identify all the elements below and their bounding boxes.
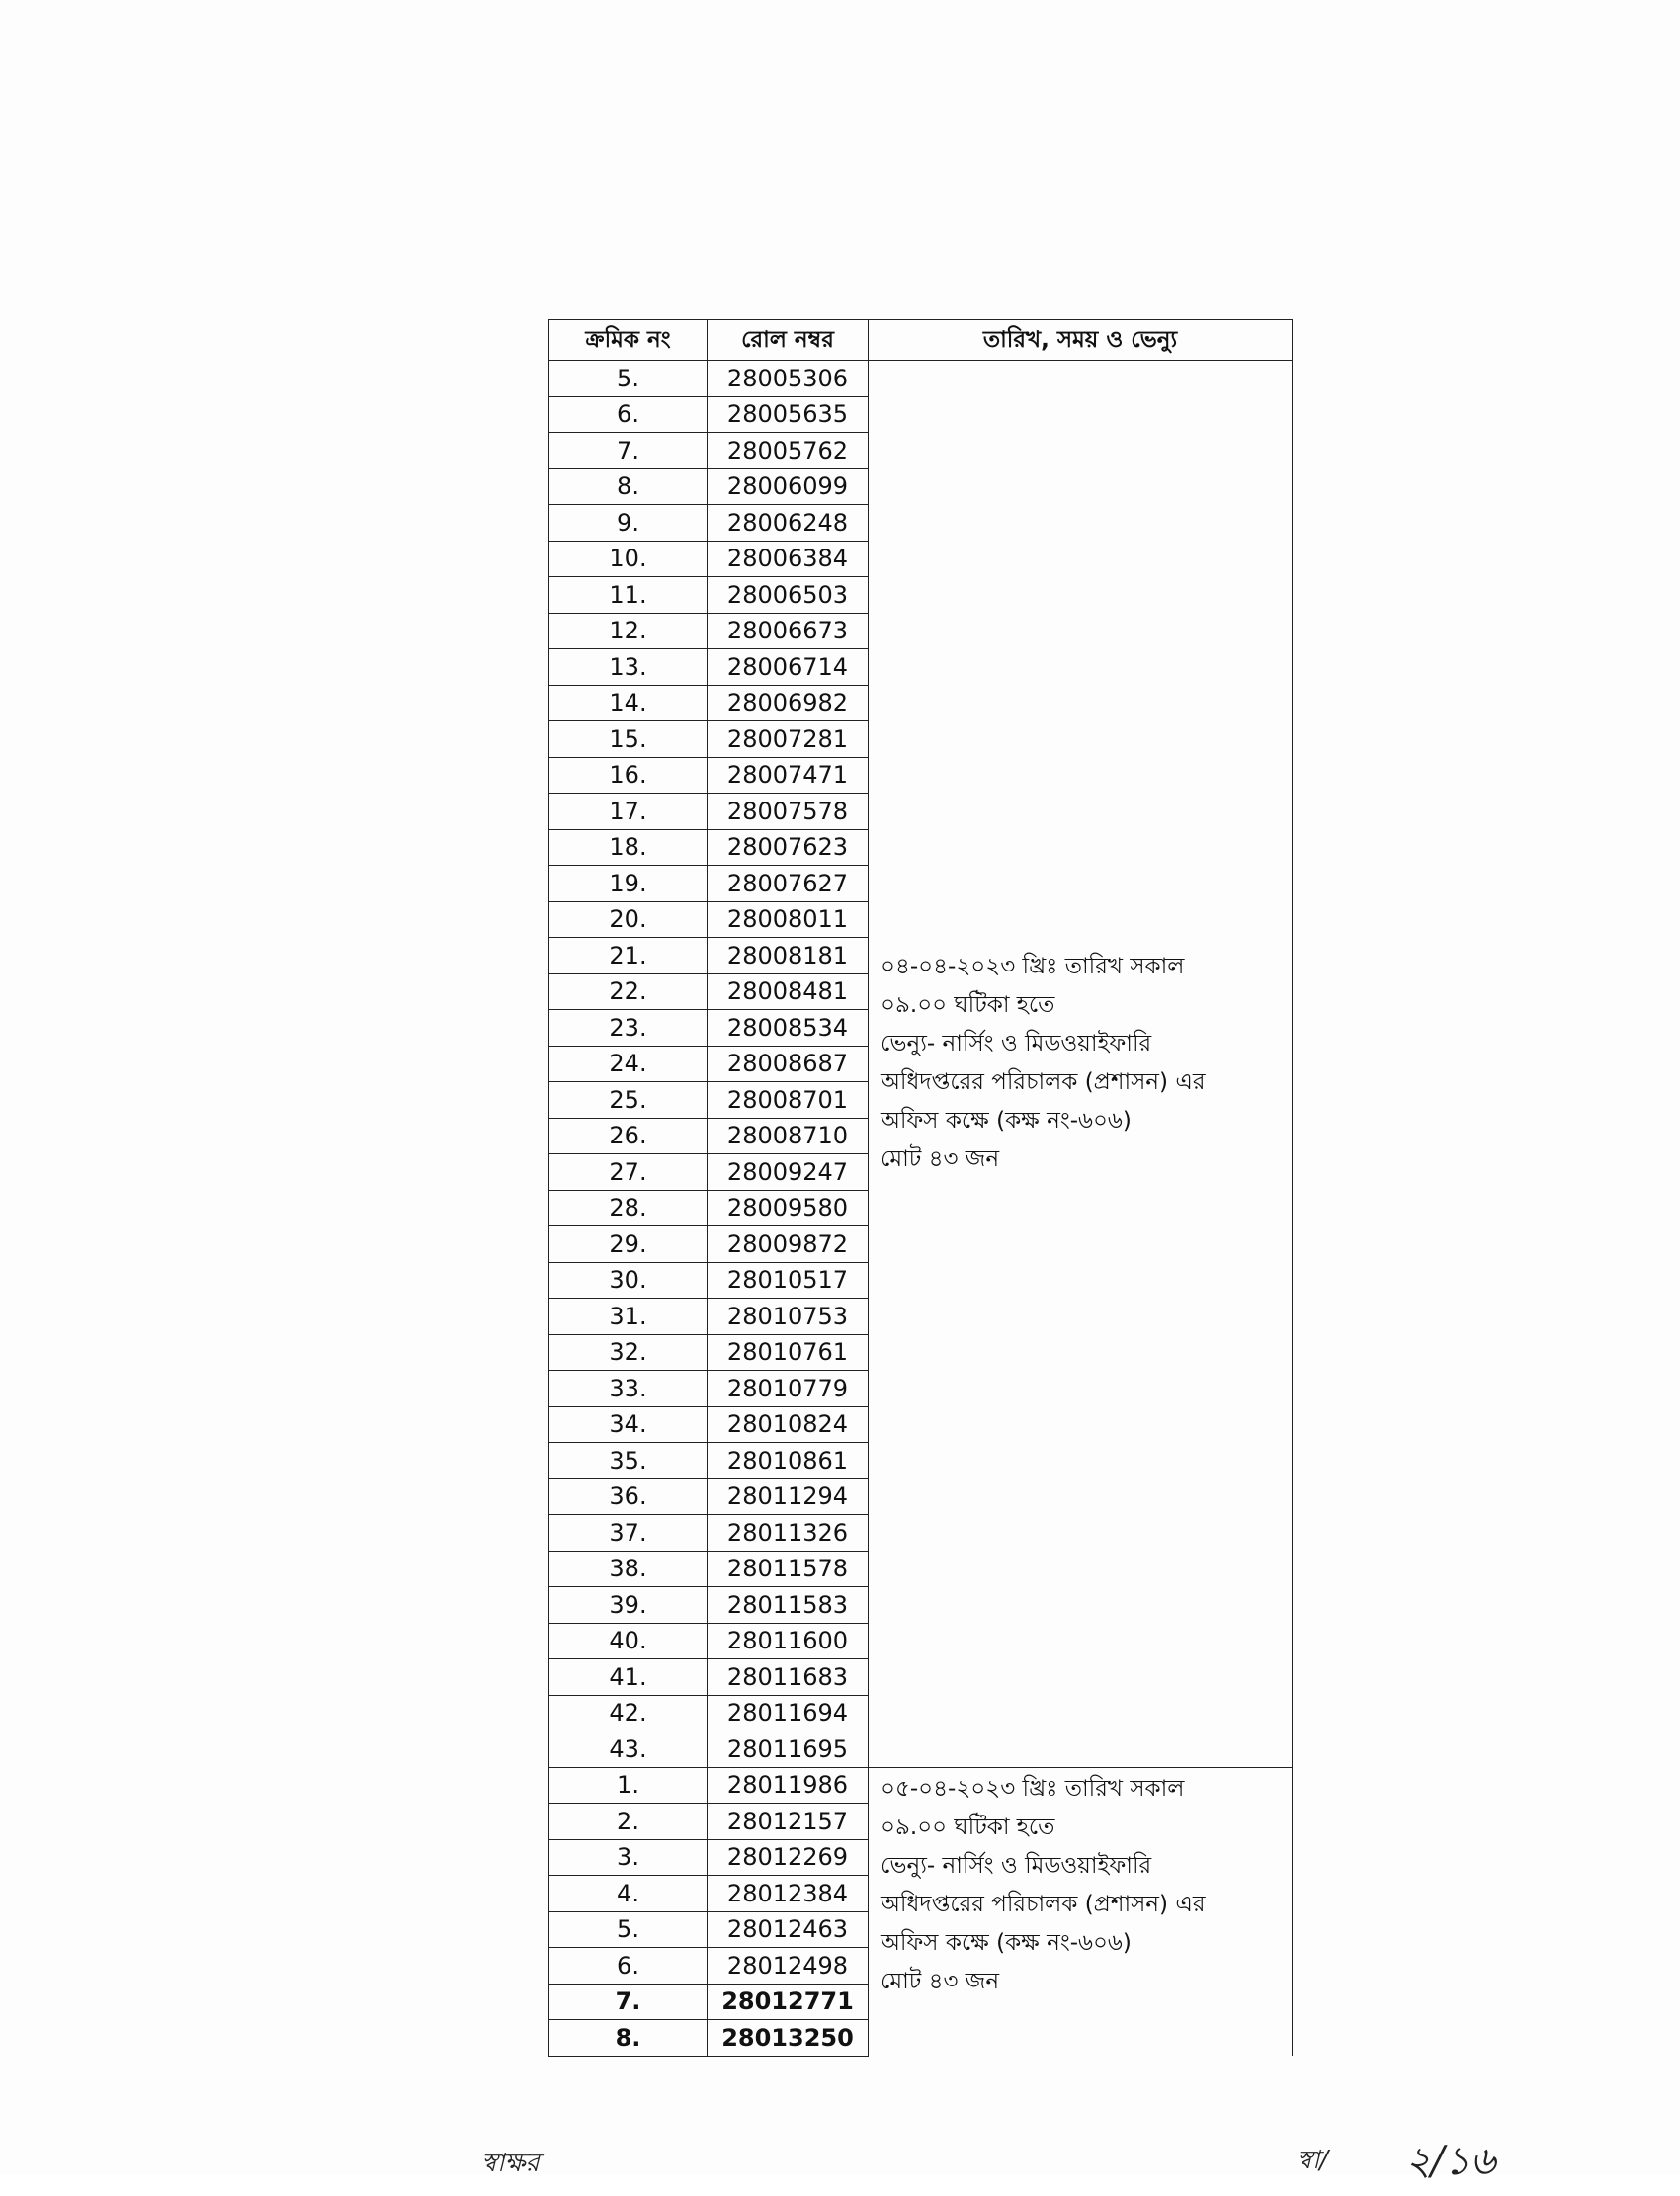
serial-cell: 6. [549,396,708,433]
roll-cell: 28006982 [708,685,869,721]
serial-cell: 22. [549,973,708,1010]
serial-cell: 16. [549,757,708,794]
serial-cell: 11. [549,577,708,614]
roll-cell: 28007578 [708,794,869,830]
serial-cell: 36. [549,1478,708,1515]
serial-cell: 18. [549,829,708,866]
serial-cell: 17. [549,794,708,830]
roll-cell: 28012384 [708,1876,869,1912]
serial-cell: 43. [549,1731,708,1768]
roll-cell: 28012771 [708,1984,869,2020]
roll-cell: 28005635 [708,396,869,433]
serial-cell: 40. [549,1623,708,1659]
serial-cell: 13. [549,649,708,686]
venue-line: ০৯.০০ ঘটিকা হতে [881,992,1055,1019]
serial-cell: 39. [549,1587,708,1624]
table-row [549,361,1293,397]
roll-cell: 28008701 [708,1082,869,1119]
serial-cell: 3. [549,1839,708,1876]
serial-cell: 7. [549,433,708,469]
roll-cell: 28006099 [708,468,869,505]
venue-line: ০৯.০০ ঘটিকা হতে [881,1814,1055,1840]
roll-cell: 28007471 [708,757,869,794]
roll-cell: 28008011 [708,901,869,938]
roll-cell: 28012269 [708,1839,869,1876]
venue-cell [869,1767,1293,2056]
roll-cell: 28010779 [708,1371,869,1407]
roll-cell: 28012463 [708,1911,869,1948]
serial-cell: 25. [549,1082,708,1119]
serial-cell: 31. [549,1299,708,1335]
serial-cell: 26. [549,1118,708,1154]
roll-cell: 28010753 [708,1299,869,1335]
serial-cell: 12. [549,613,708,649]
venue-line: ভেন্যু- নার্সিং ও মিডওয়াইফারি [881,1852,1152,1879]
serial-cell: 34. [549,1406,708,1443]
serial-cell: 30. [549,1262,708,1299]
serial-cell: 29. [549,1226,708,1263]
roll-cell: 28011600 [708,1623,869,1659]
serial-cell: 33. [549,1371,708,1407]
serial-cell: 24. [549,1046,708,1082]
roll-cell: 28010861 [708,1443,869,1479]
roll-cell: 28006384 [708,541,869,577]
roll-cell: 28005762 [708,433,869,469]
roll-cell: 28008181 [708,938,869,974]
roll-cell: 28008534 [708,1010,869,1047]
serial-cell: 8. [549,2020,708,2057]
roll-cell: 28007627 [708,866,869,902]
roll-cell: 28009580 [708,1190,869,1226]
roll-cell: 28011294 [708,1478,869,1515]
serial-cell: 21. [549,938,708,974]
roll-cell: 28011986 [708,1767,869,1804]
serial-cell: 5. [549,1911,708,1948]
serial-cell: 38. [549,1551,708,1587]
table-row [549,1767,1293,1804]
roll-cell: 28009247 [708,1154,869,1191]
serial-cell: 14. [549,685,708,721]
serial-cell: 19. [549,866,708,902]
serial-cell: 7. [549,1984,708,2020]
serial-cell: 28. [549,1190,708,1226]
roll-cell: 28013250 [708,2020,869,2057]
serial-cell: 35. [549,1443,708,1479]
roll-cell: 28012498 [708,1948,869,1985]
roll-cell: 28010824 [708,1406,869,1443]
roll-cell: 28012157 [708,1804,869,1840]
serial-cell: 32. [549,1334,708,1371]
serial-cell: 6. [549,1948,708,1985]
roll-cell: 28011695 [708,1731,869,1768]
venue-line: ভেন্যু- নার্সিং ও মিডওয়াইফারি [881,1031,1152,1057]
roll-cell: 28006673 [708,613,869,649]
venue-line: ০৪-০৪-২০২৩ খ্রিঃ তারিখ সকাল [881,954,1185,980]
serial-cell: 2. [549,1804,708,1840]
venue-line: মোট ৪৩ জন [881,1146,1000,1173]
roll-cell: 28008481 [708,973,869,1010]
venue-line: অধিদপ্তরের পরিচালক (প্রশাসন) এর [881,1069,1206,1096]
serial-cell: 9. [549,505,708,542]
serial-cell: 10. [549,541,708,577]
venue-line: অধিদপ্তরের পরিচালক (প্রশাসন) এর [881,1891,1206,1917]
header-roll: রোল নম্বর [708,320,869,361]
signature-left: স্বাক্ষর [481,2149,540,2178]
roll-cell: 28011578 [708,1551,869,1587]
roll-cell: 28006248 [708,505,869,542]
serial-cell: 15. [549,721,708,758]
roll-cell: 28008710 [708,1118,869,1154]
serial-cell: 23. [549,1010,708,1047]
roll-cell: 28011694 [708,1695,869,1731]
roll-cell: 28007281 [708,721,869,758]
serial-cell: 1. [549,1767,708,1804]
serial-cell: 8. [549,468,708,505]
roll-cell: 28010517 [708,1262,869,1299]
roll-cell: 28007623 [708,829,869,866]
serial-cell: 4. [549,1876,708,1912]
table-header-row [549,320,1293,361]
venue-cell [869,361,1293,1768]
roll-cell: 28006503 [708,577,869,614]
roll-cell: 28006714 [708,649,869,686]
serial-cell: 20. [549,901,708,938]
roll-cell: 28011683 [708,1659,869,1696]
roll-cell: 28009872 [708,1226,869,1263]
venue-line: অফিস কক্ষে (কক্ষ নং-৬০৬) [881,1108,1132,1135]
table-body [549,361,1293,2057]
header-venue: তারিখ, সময় ও ভেন্যু [869,320,1293,361]
venue-line: ০৫-০৪-২০২৩ খ্রিঃ তারিখ সকাল [881,1775,1185,1802]
venue-line: অফিস কক্ষে (কক্ষ নং-৬০৬) [881,1929,1132,1956]
header-serial: ক্রমিক নং [549,320,708,361]
roll-cell: 28008687 [708,1046,869,1082]
page-number: ২/১৬ [1405,2139,1496,2184]
roll-cell: 28011583 [708,1587,869,1624]
exam-schedule-table [548,319,1293,2057]
serial-cell: 41. [549,1659,708,1696]
roll-cell: 28010761 [708,1334,869,1371]
serial-cell: 5. [549,361,708,397]
serial-cell: 27. [549,1154,708,1191]
serial-cell: 42. [549,1695,708,1731]
venue-line: মোট ৪৩ জন [881,1968,1000,1994]
signature-initial: স্বা/ [1297,2146,1329,2175]
roll-cell: 28011326 [708,1515,869,1552]
serial-cell: 37. [549,1515,708,1552]
roll-cell: 28005306 [708,361,869,397]
